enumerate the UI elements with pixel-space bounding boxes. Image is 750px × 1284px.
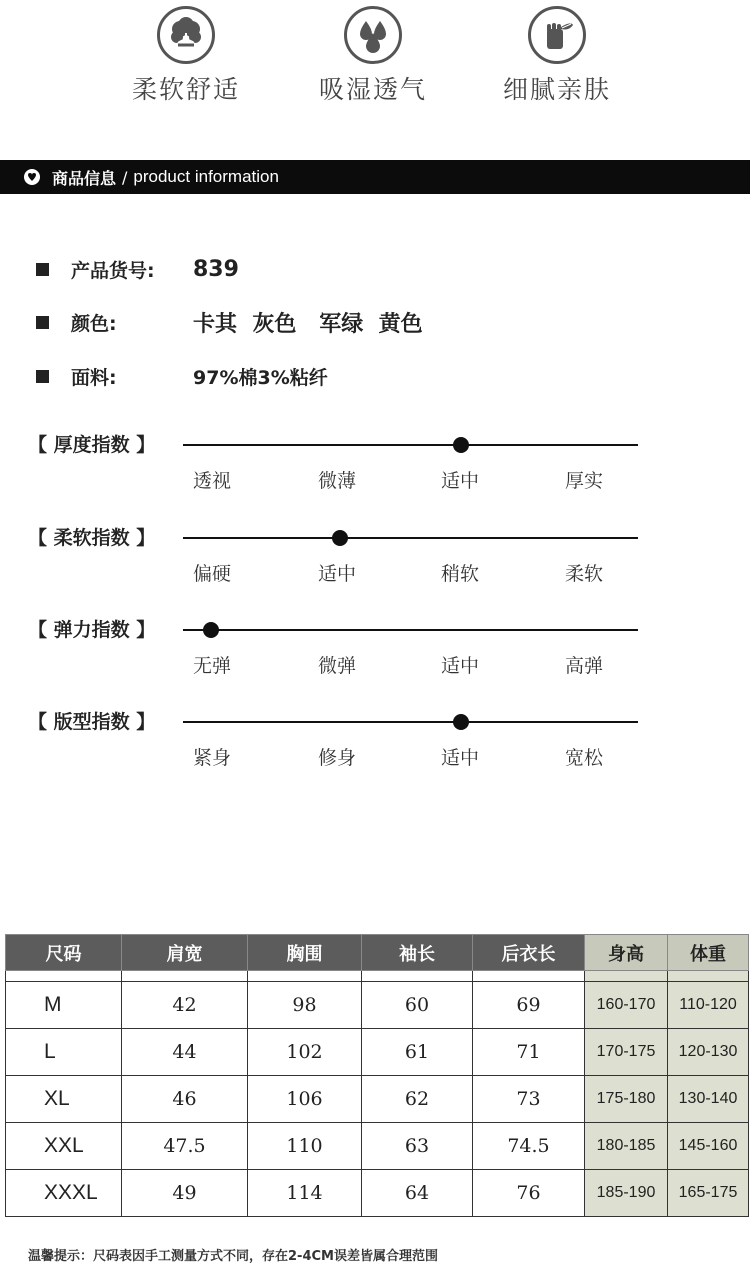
table-header-cell: 袖长 [362,935,473,971]
table-cell: 110-120 [668,982,749,1029]
table-cell: 98 [248,982,362,1029]
info-title-slash: / [122,167,128,187]
index-scale-line [183,444,638,446]
table-header-cell: 肩宽 [122,935,248,971]
spec-value: 839 [193,256,239,282]
table-header-cell: 体重 [668,935,749,971]
table-spacer-cell [248,971,362,982]
index-option: 稍软 [441,563,480,585]
product-info-bar [0,160,750,194]
index-marker [203,622,219,638]
table-cell: 106 [248,1076,362,1123]
feature-skin-friendly [467,6,647,106]
table-cell: 165-175 [668,1170,749,1217]
table-spacer-cell [6,971,122,982]
table-cell: 47.5 [122,1123,248,1170]
table-cell: 180-185 [585,1123,668,1170]
index-option: 柔软 [565,563,604,585]
index-option: 适中 [441,470,480,492]
spec-colors [36,307,423,337]
index-option: 适中 [441,747,480,769]
feature-soft [96,6,276,106]
index-option: 紧身 [193,747,232,769]
square-bullet-icon [36,370,49,383]
table-spacer-cell [585,971,668,982]
feature-label: 柔软舒适 [131,75,240,104]
table-header-cell: 后衣长 [473,935,585,971]
table-cell: 42 [122,982,248,1029]
table-spacer-row [6,971,749,982]
index-option: 偏硬 [193,563,232,585]
size-label-cell: M [6,982,122,1029]
table-cell: 63 [362,1123,473,1170]
info-title-cn: 商品信息 [52,168,117,188]
table-cell: 74.5 [473,1123,585,1170]
water-drops-icon [344,6,402,64]
table-cell: 175-180 [585,1076,668,1123]
info-title-en: product information [133,167,279,186]
spec-key: 颜色: [71,312,117,335]
table-spacer-cell [122,971,248,982]
index-label: 【 厚度指数 】 [28,434,156,456]
table-header-cell: 胸围 [248,935,362,971]
index-option: 无弹 [193,655,232,677]
table-spacer-cell [473,971,585,982]
spec-value: 卡其 灰色 军绿 黄色 [193,311,423,337]
table-cell: 120-130 [668,1029,749,1076]
index-option: 厚实 [565,470,604,492]
table-row [6,1029,749,1076]
feature-breathable [283,6,463,106]
table-cell: 64 [362,1170,473,1217]
index-option: 高弹 [565,655,604,677]
feature-label: 细腻亲肤 [502,75,611,104]
spec-key: 产品货号: [71,259,155,282]
table-cell: 145-160 [668,1123,749,1170]
measurement-note: 温馨提示：尺码表因手工测量方式不同，存在2-4CM误差皆属合理范围 [28,1249,438,1264]
index-option: 微薄 [318,470,357,492]
table-row [6,982,749,1029]
index-option: 修身 [318,747,357,769]
table-cell: 114 [248,1170,362,1217]
table-header-cell: 身高 [585,935,668,971]
table-cell: 185-190 [585,1170,668,1217]
table-cell: 102 [248,1029,362,1076]
size-table-body [6,971,749,1217]
table-cell: 44 [122,1029,248,1076]
table-cell: 69 [473,982,585,1029]
spec-fabric [36,361,328,391]
table-cell: 73 [473,1076,585,1123]
size-label-cell: XL [6,1076,122,1123]
spec-item-number [36,254,239,284]
cotton-icon [157,6,215,64]
index-option: 宽松 [565,747,604,769]
index-scale-line [183,629,638,631]
size-label-cell: L [6,1029,122,1076]
table-cell: 160-170 [585,982,668,1029]
spec-key: 面料: [71,366,117,389]
index-label: 【 版型指数 】 [28,711,156,733]
table-cell: 49 [122,1170,248,1217]
table-cell: 76 [473,1170,585,1217]
index-option: 适中 [318,563,357,585]
table-cell: 170-175 [585,1029,668,1076]
table-header-row [6,935,749,971]
heart-icon [24,169,40,185]
size-label-cell: XXL [6,1123,122,1170]
table-row [6,1076,749,1123]
index-marker [332,530,348,546]
table-cell: 62 [362,1076,473,1123]
table-cell: 130-140 [668,1076,749,1123]
table-cell: 61 [362,1029,473,1076]
size-table [5,934,749,1217]
table-cell: 71 [473,1029,585,1076]
size-label-cell: XXXL [6,1170,122,1217]
index-label: 【 柔软指数 】 [28,527,156,549]
table-cell: 46 [122,1076,248,1123]
index-option: 透视 [193,470,232,492]
square-bullet-icon [36,316,49,329]
spec-value: 97%棉3%粘纤 [193,366,328,389]
index-marker [453,714,469,730]
index-scale-line [183,537,638,539]
hand-leaf-icon [528,6,586,64]
feature-label: 吸湿透气 [318,75,427,104]
square-bullet-icon [36,263,49,276]
table-cell: 60 [362,982,473,1029]
index-option: 适中 [441,655,480,677]
index-label: 【 弹力指数 】 [28,619,156,641]
index-option: 微弹 [318,655,357,677]
table-header-cell: 尺码 [6,935,122,971]
table-row [6,1170,749,1217]
table-row [6,1123,749,1170]
table-cell: 110 [248,1123,362,1170]
table-spacer-cell [362,971,473,982]
index-scale-line [183,721,638,723]
index-marker [453,437,469,453]
table-spacer-cell [668,971,749,982]
